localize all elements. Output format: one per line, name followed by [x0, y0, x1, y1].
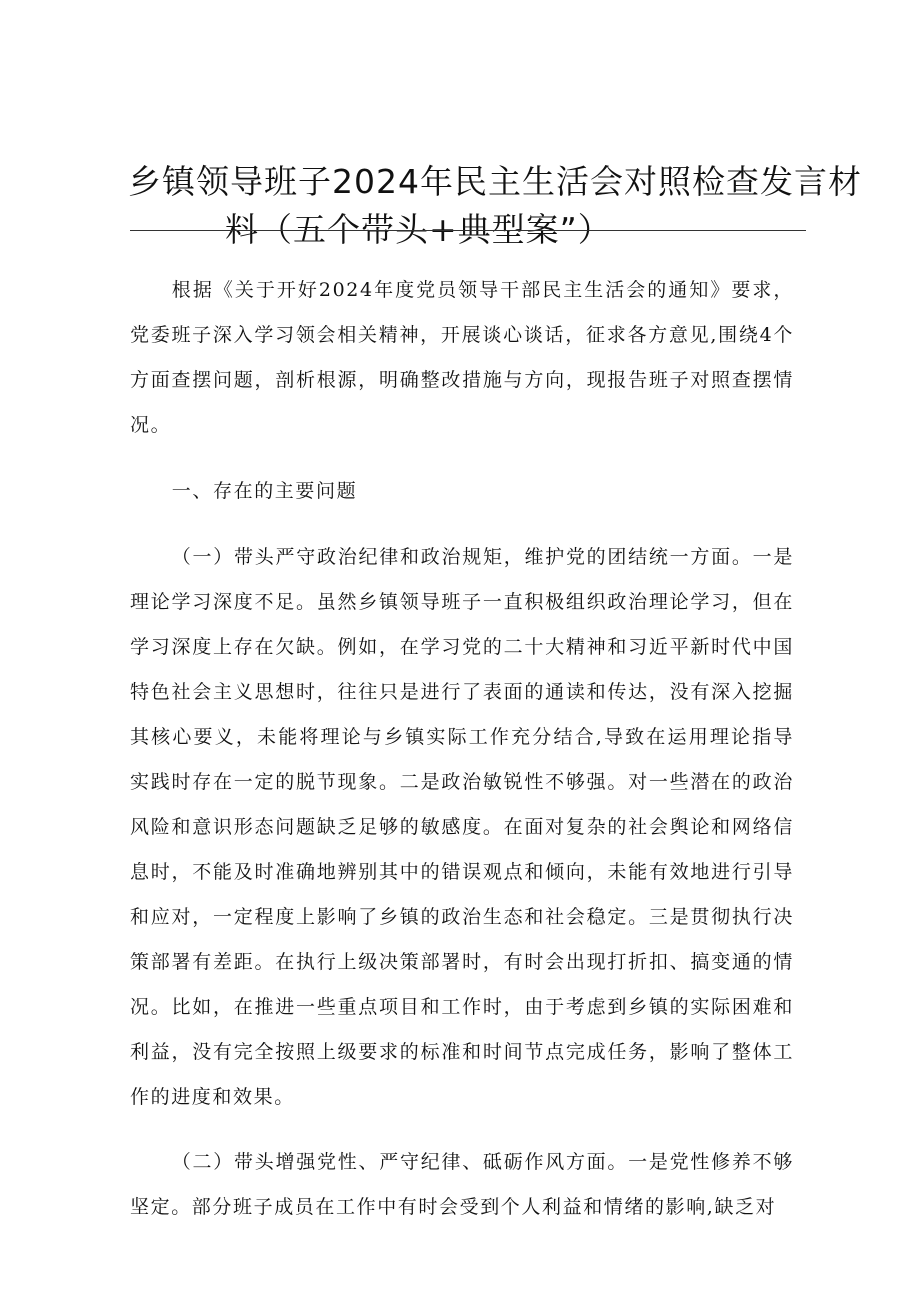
section-2-paragraph: （二）带头增强党性、严守纪律、砥砺作风方面。一是党性修养不够坚定。部分班子成员在工作中有时会受到个人利益和情绪的影响,缺乏对: [130, 1151, 794, 1218]
title-divider: [130, 230, 806, 231]
document-title: [120, 158, 862, 254]
title-line-1: 乡镇领导班子2024年民主生活会对照检查发言材: [128, 162, 862, 201]
intro-paragraph: 根据《关于开好2024年度党员领导干部民主生活会的通知》要求，党委班子深入学习领会相关精神，开展谈心谈话，征求各方意见,围绕4个方面查摆问题，剖析根源，明确整改措施与方向，现报告班子对照查摆情况。: [130, 279, 794, 436]
document-body: [130, 268, 794, 1230]
title-line-2: 料（五个带头+典型案”）: [225, 210, 612, 249]
section-1-paragraph: （一）带头严守政治纪律和政治规矩，维护党的团结统一方面。一是理论学习深度不足。虽然乡镇领导班子一直积极组织政治理论学习，但在学习深度上存在欠缺。例如，在学习党的二十大精神和习近平新时代中国特色社会主义思想时，往往只是进行了表面的通读和传达，没有深入挖掘其核心要义，未能将理论与乡镇实际工作充分结合,导致在运用理论指导实践时存在一定的脱节现象。二是政治敏锐性不够强。对一些潜在的政治风险和意识形态问题缺乏足够的敏感度。在面对复杂的社会舆论和网络信息时，不能及时准确地辨别其中的错误观点和倾向，未能有效地进行引导和应对，一定程度上影响了乡镇的政治生态和社会稳定。三是贯彻执行决策部署有差距。在执行上级决策部署时，有时会出现打折扣、搞变通的情况。比如，在推进一些重点项目和工作时，由于考虑到乡镇的实际困难和利益，没有完全按照上级要求的标准和时间节点完成任务，影响了整体工作的进度和效果。: [130, 546, 794, 1108]
section-heading-1: 一、存在的主要问题: [171, 480, 358, 502]
